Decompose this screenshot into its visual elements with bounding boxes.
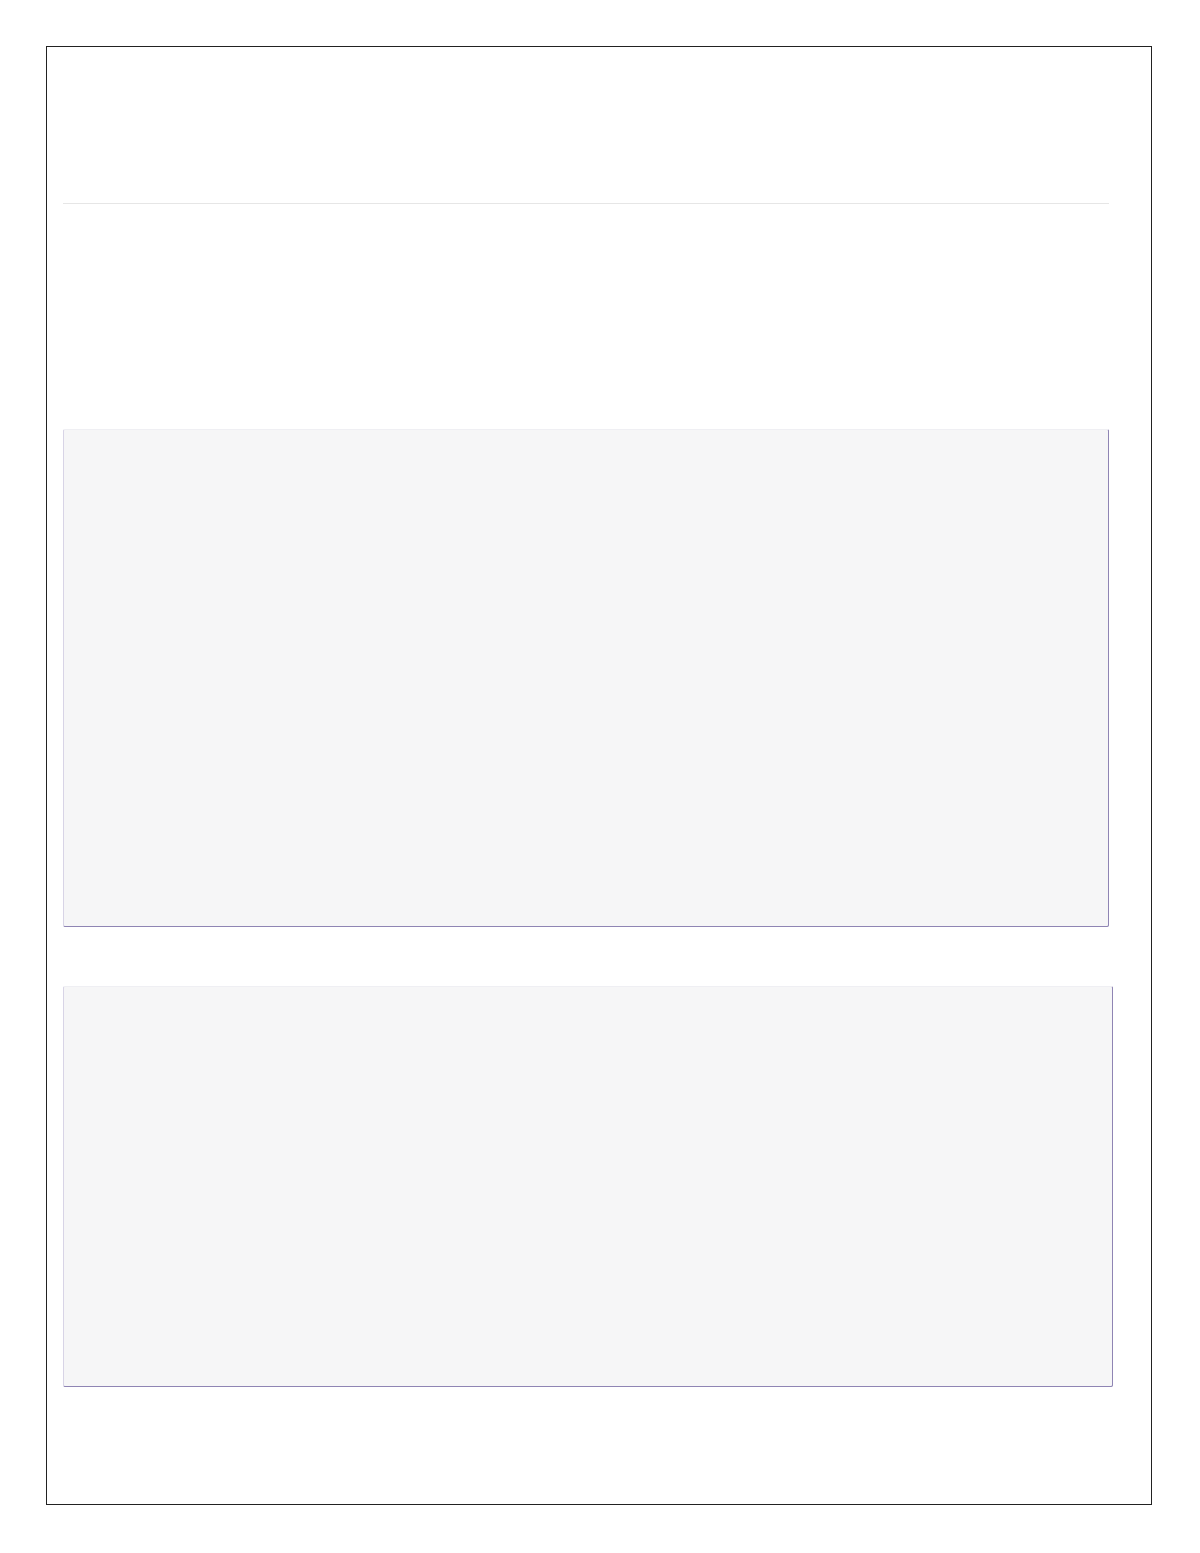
output-code-block: [63, 986, 1113, 1387]
title-divider: [63, 203, 1109, 204]
solution-code-block: [63, 429, 1109, 927]
